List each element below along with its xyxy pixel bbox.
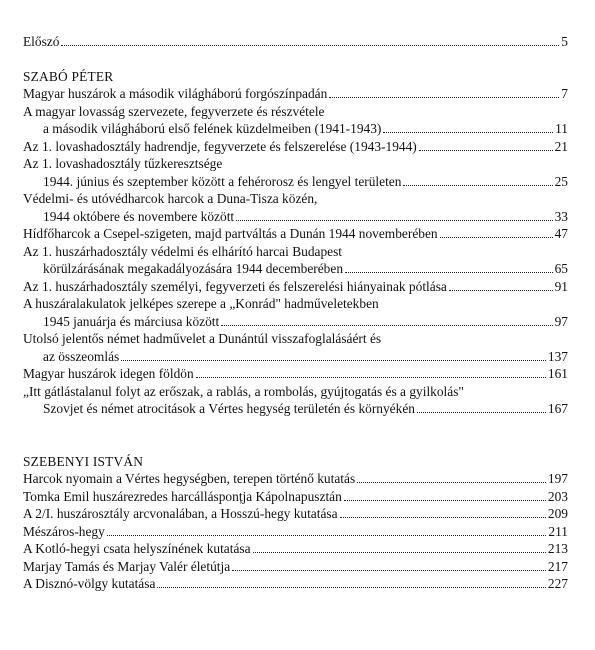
toc-entry-title: körülzárásának megakadályozására 1944 decemberében — [43, 261, 344, 276]
toc-page-number: 5 — [561, 34, 568, 49]
dot-leader — [236, 220, 552, 221]
toc-entry — [23, 540, 568, 558]
toc-entry — [23, 225, 568, 243]
toc-entry — [23, 558, 568, 576]
dot-leader — [340, 517, 546, 518]
toc-entry-title: a második világháború első felének küzdelmeiben (1941-1943) — [43, 121, 382, 136]
toc-page-number: 25 — [554, 173, 568, 189]
toc-page-number: 11 — [555, 121, 568, 136]
toc-entry — [23, 208, 568, 226]
toc-page-number: 33 — [554, 208, 568, 224]
dot-leader — [329, 97, 559, 98]
toc-entry — [23, 85, 568, 103]
dot-leader — [344, 500, 546, 501]
toc-entry — [23, 260, 568, 278]
dot-leader — [419, 150, 553, 151]
toc-entry — [23, 173, 568, 191]
toc-page-number: 217 — [547, 558, 568, 574]
dot-leader — [61, 45, 559, 46]
toc-page-number: 227 — [547, 576, 568, 591]
section-author: SZABÓ PÉTER — [23, 68, 114, 84]
toc-page-number: 211 — [548, 523, 568, 539]
toc-entry-title: A 2/I. huszárosztály arcvonalában, a Hosszú-hegy kutatása — [23, 506, 338, 521]
toc-page-number: 161 — [547, 366, 568, 381]
toc-entry-title: 1945 januárja és márciusa között — [43, 313, 220, 329]
dot-leader — [107, 535, 547, 536]
toc-entry — [23, 575, 568, 593]
toc-entry — [23, 505, 568, 523]
toc-entry — [23, 400, 568, 418]
dot-leader — [440, 237, 553, 238]
toc-entry — [23, 470, 568, 488]
toc-entry-title: Magyar huszárok idegen földön — [23, 366, 194, 381]
toc-page-number: 7 — [561, 86, 568, 101]
dot-leader — [345, 272, 553, 273]
toc-entry-title-line: „Itt gátlástalanul folyt az erőszak, a rablás, a rombolás, gyújtogatás és a gyilkolás" — [23, 383, 464, 399]
section-author: SZEBENYI ISTVÁN — [23, 453, 144, 469]
dot-leader — [121, 360, 546, 361]
toc-page-number: 21 — [554, 138, 568, 154]
dot-leader — [357, 482, 546, 483]
toc-page-number: 213 — [547, 541, 568, 556]
toc-entry-preface — [23, 33, 568, 51]
toc-entry-title: 1944. június és szeptember között a fehérorosz és lengyel területen — [43, 173, 402, 189]
toc-page-number: 97 — [554, 313, 568, 329]
toc-entry-title-line: Védelmi- és utóvédharcok harcok a Duna-Tisza közén, — [23, 191, 318, 206]
dot-leader — [221, 325, 552, 326]
toc-entry-title-line: Az 1. lovashadosztály tűzkeresztsége — [23, 156, 223, 171]
toc-entry-title: Harcok nyomain a Vértes hegységben, terepen történő kutatás — [23, 471, 356, 486]
toc-entry — [23, 488, 568, 506]
toc-entry-title: A Disznó-völgy kutatása — [23, 576, 156, 591]
toc-entry — [23, 313, 568, 331]
toc-entry-title-line: A magyar lovasság szervezete, fegyverzete és részvétele — [23, 103, 325, 119]
toc-entry-title-line: A huszáralakulatok jelképes szerepe a „Konrád" hadműveletekben — [23, 296, 379, 311]
toc-entry — [23, 365, 568, 383]
toc-entry — [23, 278, 568, 296]
toc-entry-title: Az 1. lovashadosztály hadrendje, fegyverzete és felszerelése (1943-1944) — [23, 138, 417, 154]
toc-entry-title: 1944 októbere és novembere között — [43, 208, 235, 224]
toc-entry-title: az összeomlás — [43, 348, 120, 364]
toc-page-number: 91 — [554, 278, 568, 294]
toc-entry-title: A Kotló-hegyi csata helyszínének kutatása — [23, 541, 251, 556]
toc-entry-title: Marjay Tamás és Marjay Valér életútja — [23, 558, 231, 574]
toc-entry-title: Szovjet és német atrocitások a Vértes hegység területén és környékén — [43, 401, 415, 416]
toc-entry-title: Mészáros-hegy — [23, 523, 105, 539]
toc-page-number: 197 — [547, 471, 568, 486]
toc-entry-title-line: Utolsó jelentős német hadművelet a Dunántúl visszafoglalásáért és — [23, 331, 382, 346]
toc-page-number: 65 — [554, 261, 568, 276]
dot-leader — [417, 412, 546, 413]
dot-leader — [157, 587, 546, 588]
dot-leader — [403, 185, 552, 186]
toc-entry-title-line: Az 1. huszárhadosztály védelmi és elhárító harcai Budapest — [23, 243, 343, 259]
dot-leader — [449, 290, 553, 291]
toc-entry — [23, 138, 568, 156]
toc-page-number: 203 — [547, 488, 568, 504]
toc-page-number: 209 — [547, 506, 568, 521]
toc-entry-title: Tomka Emil huszárezredes harcállásponțja Kápolnapusztán — [23, 488, 342, 504]
dot-leader — [232, 570, 546, 571]
toc-entry — [23, 523, 568, 541]
toc-entry-title: Előszó — [23, 34, 60, 49]
dot-leader — [383, 132, 553, 133]
toc-page-number: 47 — [554, 226, 568, 241]
toc-entry — [23, 120, 568, 138]
toc-entry-title: Az 1. huszárhadosztály személyi, fegyverzeti és felszerelési hiányainak pótlása — [23, 278, 447, 294]
toc-page-number: 137 — [547, 348, 568, 364]
toc-entry — [23, 348, 568, 366]
toc-page-number: 167 — [547, 401, 568, 416]
toc-entry-title: Hídfőharcok a Csepel-szigeten, majd partváltás a Dunán 1944 novemberében — [23, 226, 438, 241]
toc-entry-title: Magyar huszárok a második világháború forgószínpadán — [23, 86, 328, 101]
toc-sections — [23, 68, 568, 593]
table-of-contents — [23, 33, 568, 593]
dot-leader — [253, 552, 546, 553]
dot-leader — [196, 377, 546, 378]
